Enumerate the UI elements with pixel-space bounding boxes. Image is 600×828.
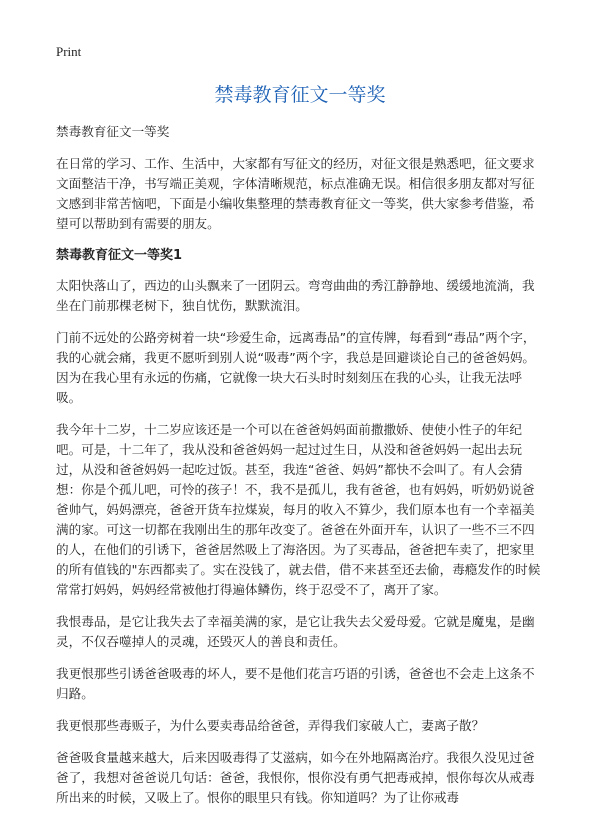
body-paragraph: 我恨毒品，是它让我失去了幸福美满的家，是它让我失去父爱母爱。它就是魔鬼，是幽灵，不仅吞噬掉人的灵魂，还毁灭人的善良和责任。 [56,614,535,649]
page-title: 禁毒教育征文一等奖 [214,84,386,106]
article-subtitle: 禁毒教育征文一等奖 [56,124,170,139]
intro-paragraph: 在日常的学习、工作、生活中，大家都有写征文的经历，对征文很是熟悉吧，征文要求文面整洁干净，书写端正美观，字体清晰规范，标点准确无误。相信很多朋友都对写征文感到非常苦恼吧，下面是小编收集整理的禁毒教育征文一等奖，供大家参考借鉴，希望可以帮助到有需要的朋友。 [56,156,535,231]
section-heading: 禁毒教育征文一等奖1 [56,248,183,263]
body-paragraph: 我更恨那些引诱爸爸吸毒的坏人，要不是他们花言巧语的引诱，爸爸也不会走上这条不归路。 [56,666,535,701]
body-paragraph: 我更恨那些毒贩子，为什么要卖毒品给爸爸，弄得我们家破人亡，妻离子散？ [56,718,485,733]
print-link[interactable]: Print [56,44,82,59]
body-paragraph: 爸爸吸食量越来越大，后来因吸毒得了艾滋病，如今在外地隔离治疗。我很久没见过爸爸了，我想对爸爸说几句话：爸爸，我恨你，恨你没有勇气把毒戒掉，恨你每次从戒毒所出来的时候，又吸上了。恨你的眼里只有钱。你知道吗？为了让你戒毒 [56,750,535,805]
body-paragraph: 门前不远处的公路旁树着一块“珍爱生命，远离毒品”的宣传牌，每看到“毒品”两个字，我的心就会痛，我更不愿听到别人说“吸毒”两个字，我总是回避谈论自己的爸爸妈妈。因为在我心里有永远的伤痛，它就像一块大石头时时刻刻压在我的心头，让我无法呼吸。 [56,330,536,405]
body-paragraph: 我今年十二岁，十二岁应该还是一个可以在爸爸妈妈面前撒撒娇、使使小性子的年纪吧。可是，十二年了，我从没和爸爸妈妈一起过过生日，从没和爸爸妈妈一起出去玩过，从没和爸爸妈妈一起吃过饭。甚至，我连“爸爸、妈妈”都快不会叫了。有人会猜想：你是个孤儿吧，可怜的孩子！不，我不是孤儿，我有爸爸，也有妈妈，听奶奶说爸爸帅气，妈妈漂亮，爸爸开货车拉煤炭，每月的收入不算少，我们原本也有一个幸福美满的家。可这一切都在我刚出生的那年改变了。爸爸在外面开车，认识了一些不三不四的人，在他们的引诱下，爸爸居然吸上了海洛因。为了买毒品，爸爸把车卖了，把家里的所有值钱的"东西都卖了。实在没钱了，就去借，借不来甚至还去偷，毒瘾发作的时候常常打妈妈，妈妈经常被他打得遍体鳞伤，终于忍受不了，离开了家。 [56,422,541,597]
body-paragraph: 太阳快落山了，西边的山头飘来了一团阴云。弯弯曲曲的秀江静静地、缓缓地流淌，我坐在门前那棵老树下，独自忧伤，默默流泪。 [56,278,535,313]
article-body [56,122,546,820]
